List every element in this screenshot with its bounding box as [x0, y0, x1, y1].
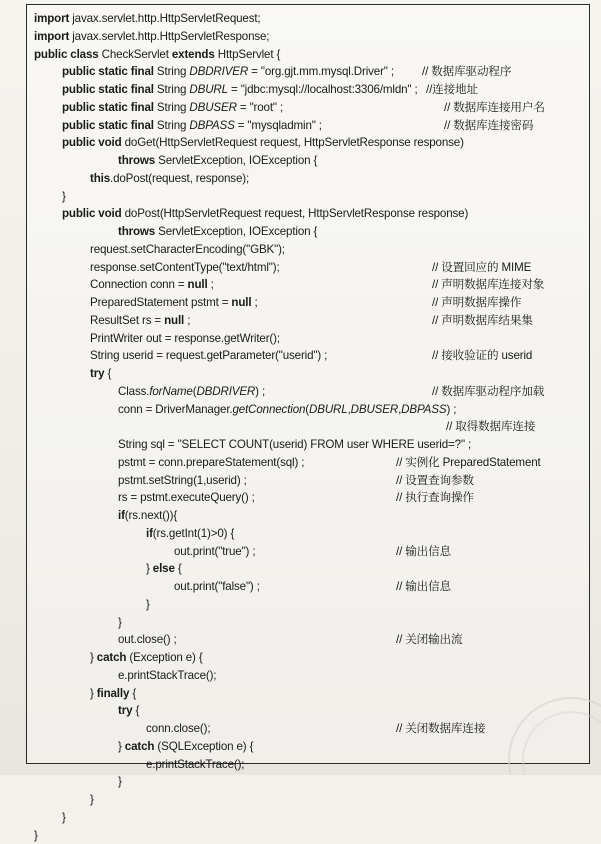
code-line [34, 152, 586, 170]
code-text: } catch (SQLException e) { [118, 740, 253, 753]
code-line [34, 507, 586, 525]
code-text: pstmt.setString(1,userid) ; [118, 474, 247, 487]
code-text: PrintWriter out = response.getWriter(); [90, 332, 280, 345]
code-comment: // 数据库驱动程序加载 [432, 383, 544, 401]
code-text: String sql = "SELECT COUNT(userid) FROM user WHERE userid=?" ; [118, 438, 471, 451]
code-comment: // 声明数据库连接对象 [432, 276, 544, 294]
code-comment: // 数据库连接用户名 [444, 99, 545, 117]
code-comment: // 输出信息 [396, 543, 451, 561]
code-comment: // 设置查询参数 [396, 472, 474, 490]
code-text: } [118, 616, 122, 629]
code-comment: // 输出信息 [396, 578, 451, 596]
code-line [34, 489, 586, 507]
code-text: } finally { [90, 687, 136, 700]
code-comment: // 声明数据库结果集 [432, 312, 533, 330]
code-text: } [62, 811, 66, 824]
code-line [34, 596, 586, 614]
code-line [34, 685, 586, 703]
code-text: public static final String DBURL = "jdbc:mysql://localhost:3306/mldn" ; [62, 83, 418, 96]
code-comment: // 接收验证的 userid [432, 347, 532, 365]
code-text: throws ServletException, IOException { [118, 225, 317, 238]
code-text: import javax.servlet.http.HttpServletResponse; [34, 30, 269, 43]
code-comment: // 执行查询操作 [396, 489, 474, 507]
code-text: this.doPost(request, response); [90, 172, 249, 185]
code-line [34, 347, 586, 365]
code-line [34, 294, 586, 312]
code-text: if(rs.next()){ [118, 509, 177, 522]
code-line [34, 63, 586, 81]
code-line [34, 614, 586, 632]
code-line [34, 418, 586, 436]
code-text: } [62, 190, 66, 203]
code-comment: // 声明数据库操作 [432, 294, 521, 312]
code-text: Connection conn = null ; [90, 278, 214, 291]
code-text: } [34, 829, 38, 842]
code-line [34, 702, 586, 720]
code-text: conn = DriverManager.getConnection(DBURL,DBUSER,DBPASS) ; [118, 403, 456, 416]
code-text: e.printStackTrace(); [146, 758, 244, 771]
code-line [34, 241, 586, 259]
code-text: PreparedStatement pstmt = null ; [90, 296, 258, 309]
code-listing [34, 10, 586, 844]
code-line [34, 401, 586, 419]
code-text: public void doPost(HttpServletRequest request, HttpServletResponse response) [62, 207, 468, 220]
code-line [34, 117, 586, 135]
code-line [34, 312, 586, 330]
code-line [34, 170, 586, 188]
code-comment: // 取得数据库连接 [446, 418, 535, 436]
code-text: out.print("true") ; [174, 545, 255, 558]
code-line [34, 454, 586, 472]
code-line [34, 99, 586, 117]
code-line [34, 667, 586, 685]
code-comment: // 关闭数据库连接 [396, 720, 485, 738]
code-line [34, 720, 586, 738]
code-line [34, 578, 586, 596]
code-text: public static final String DBUSER = "root" ; [62, 101, 283, 114]
code-line [34, 560, 586, 578]
code-line [34, 827, 586, 844]
code-text: Class.forName(DBDRIVER) ; [118, 385, 265, 398]
code-line [34, 28, 586, 46]
code-text: } else { [146, 562, 182, 575]
code-text: e.printStackTrace(); [118, 669, 216, 682]
code-text: try { [118, 704, 139, 717]
code-line [34, 365, 586, 383]
code-line [34, 223, 586, 241]
code-text: String userid = request.getParameter("userid") ; [90, 349, 327, 362]
code-line [34, 791, 586, 809]
code-line [34, 188, 586, 206]
code-text: response.setContentType("text/html"); [90, 261, 280, 274]
code-text: public void doGet(HttpServletRequest request, HttpServletResponse response) [62, 136, 464, 149]
code-line [34, 276, 586, 294]
code-text: } catch (Exception e) { [90, 651, 203, 664]
code-line [34, 134, 586, 152]
code-comment: // 数据库连接密码 [444, 117, 533, 135]
code-line [34, 773, 586, 791]
code-text: request.setCharacterEncoding("GBK"); [90, 243, 285, 256]
code-text: out.close() ; [118, 633, 177, 646]
code-text: import javax.servlet.http.HttpServletRequest; [34, 12, 261, 25]
code-text: } [146, 598, 150, 611]
code-comment: // 数据库驱动程序 [422, 63, 511, 81]
code-comment: // 设置回应的 MIME [432, 259, 531, 277]
code-line [34, 10, 586, 28]
code-text: if(rs.getInt(1)>0) { [146, 527, 234, 540]
code-text: public static final String DBDRIVER = "org.gjt.mm.mysql.Driver" ; [62, 65, 394, 78]
code-line [34, 738, 586, 756]
code-text: try { [90, 367, 111, 380]
code-line [34, 756, 586, 774]
code-text: conn.close(); [146, 722, 210, 735]
code-line [34, 472, 586, 490]
code-text: } [90, 793, 94, 806]
code-comment: // 实例化 PreparedStatement [396, 454, 541, 472]
code-comment: //连接地址 [426, 81, 478, 99]
code-line [34, 631, 586, 649]
code-text: pstmt = conn.prepareStatement(sql) ; [118, 456, 304, 469]
code-line [34, 259, 586, 277]
code-line [34, 330, 586, 348]
code-text: rs = pstmt.executeQuery() ; [118, 491, 255, 504]
code-line [34, 525, 586, 543]
code-text: out.print("false") ; [174, 580, 260, 593]
code-text: ResultSet rs = null ; [90, 314, 190, 327]
code-line [34, 205, 586, 223]
code-comment: // 关闭输出流 [396, 631, 462, 649]
code-line [34, 383, 586, 401]
code-line [34, 436, 586, 454]
code-line [34, 46, 586, 64]
code-line [34, 809, 586, 827]
code-text: throws ServletException, IOException { [118, 154, 317, 167]
code-text: public class CheckServlet extends HttpServlet { [34, 48, 280, 61]
code-text: public static final String DBPASS = "mysqladmin" ; [62, 119, 322, 132]
code-line [34, 649, 586, 667]
code-line [34, 543, 586, 561]
code-line [34, 81, 586, 99]
code-text: } [118, 775, 122, 788]
